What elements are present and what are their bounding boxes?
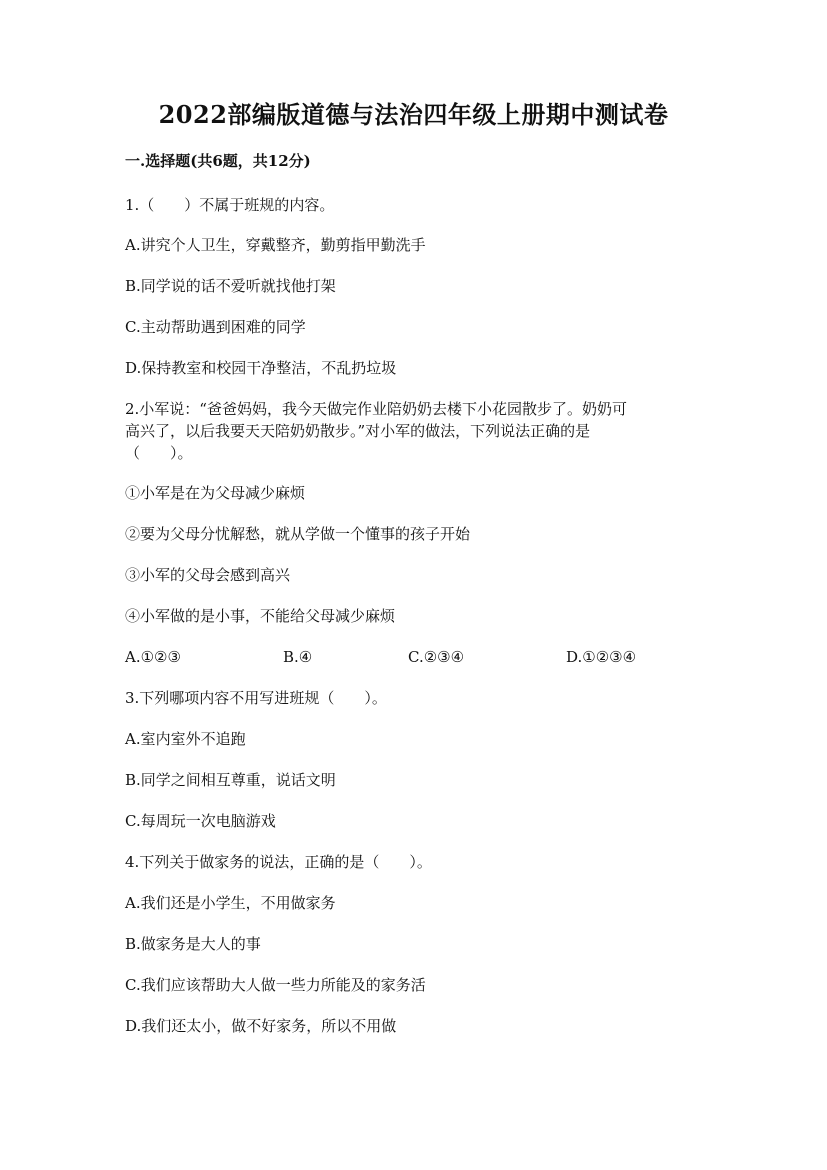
question-2-statement-3: ③小军的父母会感到高兴 [125,566,291,584]
question-4-option-c: C.我们应该帮助大人做一些力所能及的家务活 [125,976,426,994]
question-1-option-d: D.保持教室和校园干净整洁，不乱扔垃圾 [125,359,397,377]
question-2-statement-2: ②要为父母分忧解愁，就从学做一个懂事的孩子开始 [125,525,471,543]
question-2-stem [125,398,705,464]
question-3-stem: 3.下列哪项内容不用写进班规（ ）。 [125,689,387,707]
question-1-option-c: C.主动帮助遇到困难的同学 [125,318,306,336]
question-1-stem: 1.（ ）不属于班规的内容。 [125,196,335,214]
question-2-stem-line: 高兴了，以后我要天天陪奶奶散步。”对小军的做法，下列说法正确的是 [125,422,591,440]
question-3-option-c: C.每周玩一次电脑游戏 [125,812,276,830]
question-2-option-a: A.①②③ [125,648,181,666]
question-3-option-b: B.同学之间相互尊重，说话文明 [125,771,336,789]
question-2-statement-4: ④小军做的是小事，不能给父母减少麻烦 [125,607,396,625]
question-2-option-b: B.④ [283,648,313,666]
question-2-stem-line: （ ）。 [125,444,193,462]
question-4-option-d: D.我们还太小，做不好家务，所以不用做 [125,1017,397,1035]
question-1-option-b: B.同学说的话不爱听就找他打架 [125,277,336,295]
question-3-option-a: A.室内室外不追跑 [125,730,246,748]
section-heading: 一.选择题(共6题，共12分) [125,152,311,170]
question-2-option-c: C.②③④ [408,648,465,666]
page-title: 2022部编版道德与法治四年级上册期中测试卷 [158,100,669,129]
question-4-option-a: A.我们还是小学生，不用做家务 [125,894,336,912]
question-1-option-a: A.讲究个人卫生，穿戴整齐，勤剪指甲勤洗手 [125,236,426,254]
question-2-statement-1: ①小军是在为父母减少麻烦 [125,484,306,502]
question-2-stem-line: 2.小军说：“爸爸妈妈，我今天做完作业陪奶奶去楼下小花园散步了。奶奶可 [125,400,627,418]
question-4-option-b: B.做家务是大人的事 [125,935,261,953]
question-4-stem: 4.下列关于做家务的说法，正确的是（ ）。 [125,853,432,871]
question-2-option-d: D.①②③④ [566,648,637,666]
